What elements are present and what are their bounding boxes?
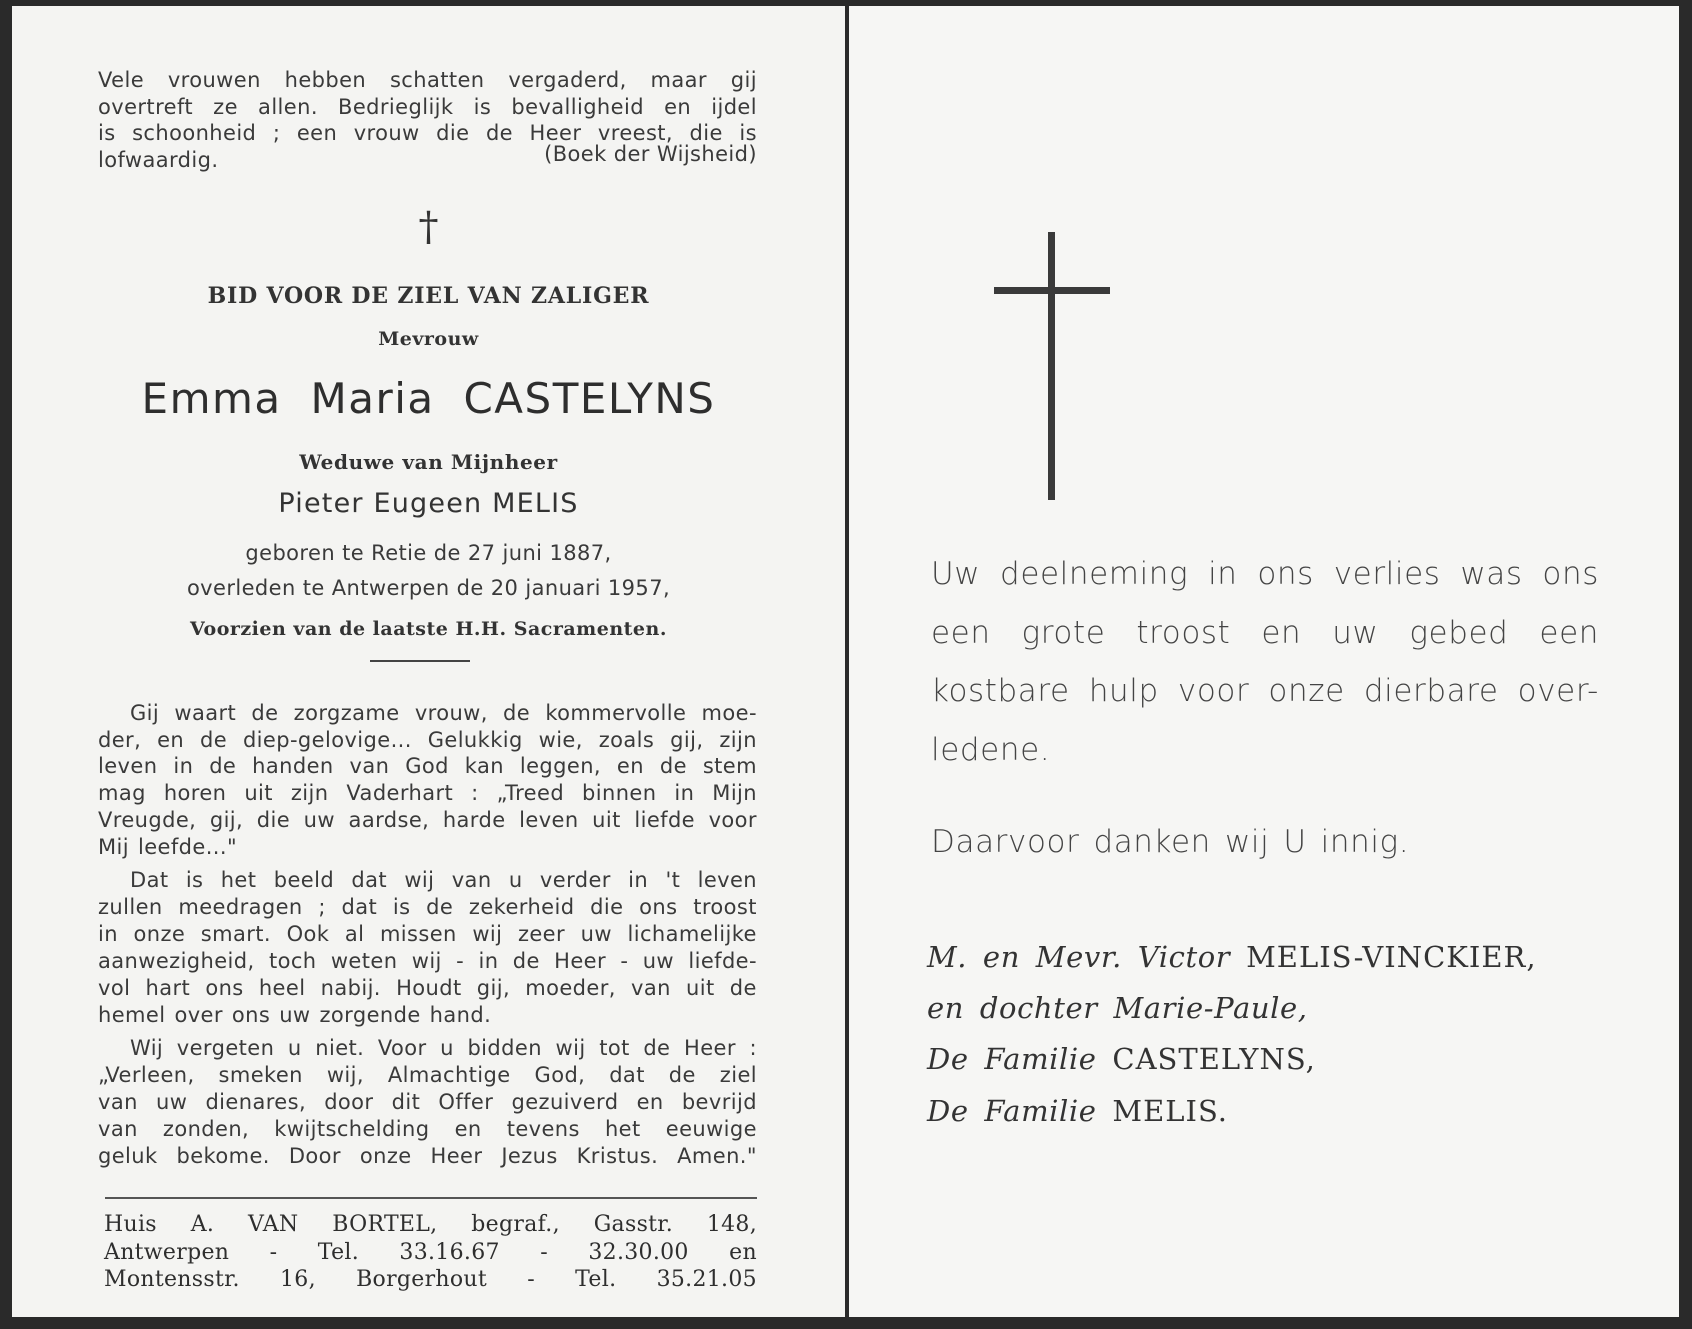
word: de: [503, 701, 531, 725]
word: uit: [592, 808, 621, 832]
gratitude-line: [931, 824, 1423, 860]
word: troost: [1136, 615, 1231, 651]
signatory-line: [927, 1094, 1228, 1128]
word: het: [220, 868, 257, 892]
word: troost: [693, 895, 757, 919]
word: weten: [330, 949, 398, 973]
word: gij: [730, 68, 757, 92]
word: ons: [639, 895, 678, 919]
signatory-prefix: De Familie: [927, 1094, 1097, 1128]
word: van: [98, 1090, 138, 1114]
word: in: [628, 868, 649, 892]
word: de: [199, 728, 228, 752]
word: moeder,: [525, 976, 616, 1000]
thanks-line: [931, 556, 1599, 592]
word: lichamelijke: [627, 922, 757, 946]
word: zullen: [98, 895, 163, 919]
word: nabij.: [320, 976, 381, 1000]
word: Heer: [430, 1144, 483, 1168]
word: die: [590, 895, 624, 919]
word: de: [209, 754, 237, 778]
word: die: [256, 808, 291, 832]
word: vrouw: [353, 121, 420, 145]
word: vrouw,: [414, 701, 488, 725]
word: -: [540, 1240, 548, 1265]
word: toch: [268, 949, 317, 973]
husband-name: Pieter Eugeen MELIS: [278, 488, 579, 519]
word: leefde...": [138, 835, 238, 859]
word: diep-gelovige...: [242, 728, 412, 752]
small-cross-icon: †: [418, 204, 439, 250]
word: de: [512, 949, 540, 973]
word: dit: [391, 1090, 421, 1114]
signatory-prefix: De Familie: [927, 1042, 1097, 1076]
widow-of: Weduwe van Mijnheer: [299, 450, 558, 474]
word: uit: [686, 976, 715, 1000]
word: hemel: [98, 1003, 166, 1027]
word: Daarvoor: [931, 824, 1080, 860]
word: de: [668, 1063, 696, 1087]
word: een: [1539, 615, 1599, 651]
word: zoals: [598, 728, 655, 752]
word: U: [1283, 824, 1307, 860]
word: -: [269, 1240, 278, 1265]
word: der,: [98, 728, 142, 752]
word: dat: [609, 1063, 645, 1087]
word: VAN: [248, 1212, 299, 1237]
signatory-line: [927, 940, 1537, 974]
word: ziel: [719, 1063, 757, 1087]
footer-divider: [105, 1197, 757, 1199]
word: Mij: [98, 835, 129, 859]
word: wij: [411, 949, 442, 973]
word: is: [392, 895, 411, 919]
word: maar: [650, 68, 707, 92]
word: de: [729, 976, 757, 1000]
word: schatten: [389, 68, 485, 92]
word: ons: [1257, 556, 1314, 592]
word: Vaderhart: [346, 781, 454, 805]
paragraph-line: [98, 868, 757, 892]
word: 35.21.05: [656, 1267, 757, 1292]
word: lofwaardig.: [98, 148, 219, 172]
word: in: [478, 949, 499, 973]
deceased-name: Emma Maria CASTELYNS: [141, 374, 716, 423]
word: bevalligheid: [511, 95, 644, 119]
word: niet.: [315, 1036, 365, 1060]
word: kan: [464, 754, 504, 778]
word: en: [636, 1090, 664, 1114]
word: Tel.: [317, 1240, 360, 1265]
word: Heer: [529, 121, 582, 145]
word: over-: [1517, 673, 1599, 709]
word: horen: [163, 781, 227, 805]
word: zeer: [517, 922, 566, 946]
word: u: [287, 1036, 302, 1060]
word: aanwezigheid,: [98, 949, 255, 973]
word: liefde: [634, 808, 695, 832]
word: verlies: [1333, 556, 1441, 592]
word: Gij: [130, 701, 160, 725]
signatory-line: [927, 1042, 1316, 1076]
word: Tel.: [575, 1267, 617, 1292]
word: uw: [155, 1090, 188, 1114]
death-info: overleden te Antwerpen de 20 januari 1957,: [186, 576, 671, 600]
word: van: [631, 976, 671, 1000]
word: leven: [697, 868, 757, 892]
word: die: [436, 121, 470, 145]
word: A.: [190, 1212, 215, 1237]
signatory-prefix: en dochter Marie-Paule,: [927, 991, 1308, 1025]
word: was: [1460, 556, 1523, 592]
word: 16,: [279, 1267, 316, 1292]
word: wij: [404, 868, 435, 892]
word: smeken: [218, 1063, 303, 1087]
word: gebed: [1409, 615, 1509, 651]
paragraph-line: [98, 1090, 757, 1114]
word: dienares,: [205, 1090, 307, 1114]
word: een: [931, 615, 991, 651]
word: hart: [145, 976, 191, 1000]
word: is: [473, 95, 492, 119]
word: en: [664, 95, 692, 119]
word: vergeten: [176, 1036, 275, 1060]
word: ons: [205, 976, 244, 1000]
word: geluk: [98, 1144, 158, 1168]
word: wij: [1224, 824, 1270, 860]
word: van: [349, 754, 390, 778]
word: wij: [472, 922, 503, 946]
word: kwijtschelding: [274, 1117, 430, 1141]
word: zijn: [719, 728, 757, 752]
word: vreest,: [597, 121, 674, 145]
word: :: [749, 1036, 757, 1060]
word: mag: [98, 781, 146, 805]
word: vrouwen: [167, 68, 261, 92]
signatory-line: [927, 991, 1308, 1025]
word: de: [643, 1036, 671, 1060]
word: uit: [244, 781, 273, 805]
word: bekome.: [176, 1144, 270, 1168]
word: harde: [442, 808, 506, 832]
paragraph-line: [98, 1144, 757, 1168]
birth-info: geboren te Retie de 27 juni 1887,: [245, 541, 612, 565]
word: Antwerpen: [104, 1240, 230, 1265]
word: deelneming: [1000, 556, 1189, 592]
word: Amen.": [677, 1144, 757, 1168]
word: ledene.: [931, 732, 1051, 768]
word: gij,: [209, 808, 244, 832]
divider: [370, 660, 470, 662]
word: kommervolle: [545, 701, 687, 725]
word: wie,: [538, 728, 583, 752]
thanks-line: [931, 673, 1599, 709]
word: dat: [351, 868, 388, 892]
word: dierbare: [1363, 673, 1499, 709]
signatory-name: CASTELYNS,: [1112, 1042, 1316, 1076]
word: moe-: [701, 701, 757, 725]
word: hulp: [1088, 673, 1159, 709]
word: verder: [539, 868, 611, 892]
undertaker-line: [104, 1267, 757, 1292]
word: tot: [599, 1036, 630, 1060]
paragraph-line: [98, 895, 757, 919]
word: en: [454, 1117, 482, 1141]
word: Heer: [554, 949, 607, 973]
word: Almachtige: [387, 1063, 511, 1087]
word: onze: [1268, 673, 1345, 709]
word: zekerheid: [468, 895, 575, 919]
word: uw: [642, 949, 675, 973]
word: uw: [279, 1003, 311, 1027]
paragraph-line: [98, 976, 757, 1000]
sacraments-note: Voorzien van de laatste H.H. Sacramenten.: [190, 618, 667, 640]
thanks-line: [931, 732, 1064, 768]
word: -: [456, 949, 465, 973]
word: in: [173, 754, 194, 778]
prayer-heading: BID VOOR DE ZIEL VAN ZALIGER: [207, 283, 650, 309]
word: BORTEL,: [332, 1212, 438, 1237]
paragraph-line: [98, 701, 757, 725]
word: voor: [1177, 673, 1250, 709]
word: Vreugde,: [98, 808, 197, 832]
word: Ook: [286, 922, 330, 946]
word: „Treed: [496, 781, 565, 805]
word: ijdel: [711, 95, 757, 119]
word: Huis: [104, 1212, 157, 1237]
word: onze: [359, 1144, 412, 1168]
word: schoonheid: [132, 121, 257, 145]
signatory-name: MELIS.: [1112, 1094, 1229, 1128]
word: in: [98, 922, 118, 946]
word: binnen: [582, 781, 657, 805]
word: uw: [303, 808, 335, 832]
word: waart: [174, 701, 237, 725]
paragraph-line: [98, 1036, 757, 1060]
paragraph-line: [98, 1117, 757, 1141]
word: ze: [213, 95, 238, 119]
word: smart.: [200, 922, 271, 946]
word: 32.30.00: [588, 1240, 689, 1265]
word: een: [296, 121, 338, 145]
paragraph-line: [98, 1003, 500, 1027]
left-memorial-card: [12, 6, 845, 1317]
word: gezuiverd: [511, 1090, 619, 1114]
word: ons: [1542, 556, 1599, 592]
word: u: [508, 868, 523, 892]
paragraph-line: [98, 835, 246, 859]
large-cross-icon: [994, 232, 1110, 500]
word: -: [620, 949, 629, 973]
word: Gasstr.: [593, 1212, 673, 1237]
word: Dat: [130, 868, 169, 892]
word: Door: [288, 1144, 341, 1168]
word: uw: [580, 922, 612, 946]
word: vol: [98, 976, 131, 1000]
word: vergaderd,: [508, 68, 627, 92]
word: van: [451, 868, 492, 892]
word: meedragen: [178, 895, 303, 919]
epigraph-line: [98, 148, 227, 172]
word: en: [157, 728, 185, 752]
thanks-line: [931, 615, 1599, 651]
right-thank-you-card: [849, 6, 1679, 1317]
word: leggen,: [519, 754, 601, 778]
word: onze: [133, 922, 186, 946]
word: en: [1261, 615, 1302, 651]
word: eeuwige: [665, 1117, 757, 1141]
word: de: [659, 754, 687, 778]
word: gij,: [670, 728, 704, 752]
epigraph-line: [98, 95, 757, 119]
word: wij: [555, 1036, 586, 1060]
word: 148,: [706, 1212, 757, 1237]
word: Kristus.: [576, 1144, 659, 1168]
word: het: [604, 1117, 641, 1141]
word: over: [174, 1003, 223, 1027]
paragraph-line: [98, 922, 757, 946]
deceased-title: Mevrouw: [378, 328, 479, 350]
paragraph-line: [98, 808, 757, 832]
word: 33.16.67: [399, 1240, 500, 1265]
word: heel: [258, 976, 306, 1000]
word: in: [1208, 556, 1238, 592]
word: zonden,: [162, 1117, 250, 1141]
word: innig.: [1320, 824, 1410, 860]
word: 't: [665, 868, 681, 892]
word: van: [98, 1117, 138, 1141]
word: uw: [1332, 615, 1379, 651]
word: God: [405, 754, 449, 778]
word: liefde-: [688, 949, 757, 973]
word: Jezus: [501, 1144, 558, 1168]
word: missen: [379, 922, 457, 946]
word: de: [485, 121, 514, 145]
word: ;: [318, 895, 326, 919]
word: en: [729, 1240, 757, 1265]
word: hand.: [429, 1003, 492, 1027]
word: God,: [534, 1063, 586, 1087]
word: leven: [98, 754, 158, 778]
epigraph-source: (Boek der Wijsheid): [544, 142, 757, 166]
word: is: [98, 121, 116, 145]
word: Vele: [98, 68, 145, 92]
word: grote: [1021, 615, 1106, 651]
word: die: [689, 121, 723, 145]
word: in: [674, 781, 695, 805]
word: Mijn: [712, 781, 757, 805]
word: is: [185, 868, 204, 892]
word: door: [324, 1090, 374, 1114]
word: Houdt: [396, 976, 462, 1000]
word: dat: [341, 895, 378, 919]
word: allen.: [258, 95, 318, 119]
word: Gelukkig: [427, 728, 523, 752]
word: Offer: [438, 1090, 494, 1114]
word: Voor: [377, 1036, 427, 1060]
word: Montensstr.: [104, 1267, 240, 1292]
word: tevens: [506, 1117, 580, 1141]
word: gij,: [476, 976, 511, 1000]
epigraph-line: [98, 68, 757, 92]
word: bidden: [467, 1036, 542, 1060]
word: leven: [519, 808, 579, 832]
word: zorgzame: [293, 701, 400, 725]
paragraph-line: [98, 781, 757, 805]
undertaker-line: [104, 1212, 757, 1237]
word: :: [471, 781, 479, 805]
word: voor: [708, 808, 757, 832]
paragraph-line: [98, 949, 757, 973]
word: Borgerhout: [356, 1267, 488, 1292]
word: Wij: [130, 1036, 164, 1060]
word: overtreft: [98, 95, 194, 119]
word: begraf.,: [471, 1212, 560, 1237]
word: stem: [702, 754, 757, 778]
word: u: [440, 1036, 454, 1060]
word: Heer: [684, 1036, 736, 1060]
signatory-name: MELIS-VINCKIER,: [1246, 940, 1537, 974]
undertaker-line: [104, 1240, 757, 1265]
paragraph-line: [98, 728, 757, 752]
word: de: [426, 895, 454, 919]
word: aardse,: [348, 808, 430, 832]
word: de: [251, 701, 279, 725]
word: -: [527, 1267, 535, 1292]
word: wij,: [326, 1063, 364, 1087]
word: Uw: [931, 556, 981, 592]
word: beeld: [273, 868, 335, 892]
word: handen: [252, 754, 334, 778]
word: kostbare: [931, 673, 1070, 709]
word: en: [616, 754, 644, 778]
word: danken: [1093, 824, 1211, 860]
word: hebben: [284, 68, 367, 92]
word: ;: [272, 121, 281, 145]
paragraph-line: [98, 1063, 757, 1087]
paragraph-line: [98, 754, 757, 778]
word: ons: [231, 1003, 271, 1027]
word: Bedrieglijk: [338, 95, 454, 119]
word: „Verleen,: [98, 1063, 195, 1087]
word: al: [344, 922, 365, 946]
word: is: [739, 121, 757, 145]
signatory-prefix: M. en Mevr. Victor: [927, 940, 1231, 974]
word: zijn: [290, 781, 329, 805]
word: zorgende: [319, 1003, 421, 1027]
word: bevrijd: [681, 1090, 757, 1114]
